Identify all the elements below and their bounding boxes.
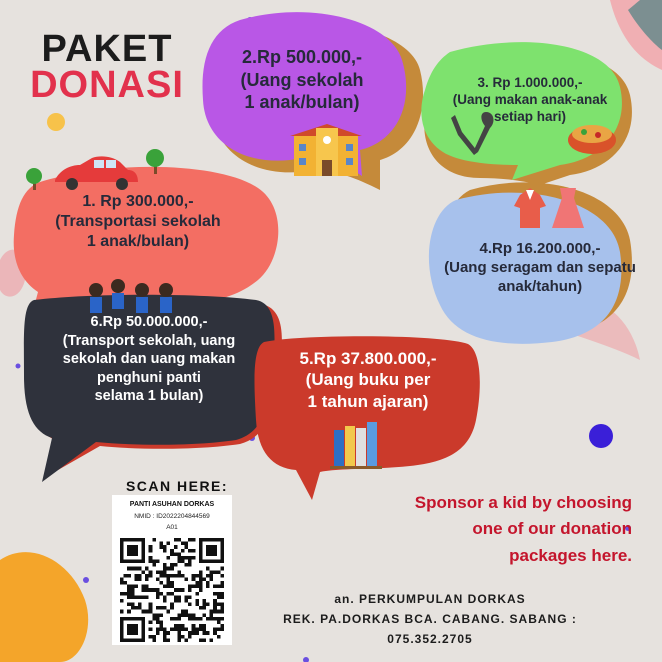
package-2-amount: 2.Rp 500.000,-	[241, 47, 363, 67]
package-6-desc-line-4: selama 1 bulan)	[94, 388, 204, 405]
package-3-desc-line-2: setiap hari)	[493, 108, 567, 124]
slogan-line-3: packages here.	[509, 545, 632, 565]
package-4-amount: 4.Rp 16.200.000,-	[479, 240, 601, 257]
package-1-text	[14, 192, 262, 252]
qr-nmid: NMID : ID2022204844569	[134, 513, 210, 520]
package-3-amount: 3. Rp 1.000.000,-	[477, 75, 583, 90]
package-4-desc-line-2: anak/tahun)	[497, 277, 583, 295]
package-5-desc-line-2: 1 tahun ajaran)	[307, 391, 429, 411]
package-6-desc-line-1: (Transport sekolah, uang	[62, 332, 236, 349]
package-1-desc-line-1: (Transportasi sekolah	[55, 213, 221, 230]
slogan-line-1: Sponsor a kid by choosing	[414, 493, 632, 512]
bank-branch: REK. PA.DORKAS BCA. CABANG. SABANG :	[283, 611, 577, 626]
package-4-desc-line-1: (Uang seragam dan sepatu	[444, 258, 636, 276]
package-6-desc-line-3: penghuni panti	[97, 369, 201, 386]
package-6-text	[30, 313, 268, 406]
food-bowl-icon	[568, 125, 616, 154]
qr-card[interactable]	[112, 495, 232, 645]
package-1-amount: 1. Rp 300.000,-	[82, 193, 194, 210]
package-3-desc-line-1: (Uang makan anak-anak	[452, 91, 608, 107]
qr-code-icon[interactable]	[120, 538, 224, 642]
qr-merchant-name: PANTI ASUHAN DORKAS	[129, 501, 215, 508]
package-6-desc-line-2: sekolah dan uang makan	[62, 351, 236, 368]
package-6-amount: 6.Rp 50.000.000,-	[90, 314, 208, 330]
slogan	[352, 490, 632, 569]
package-2-desc-line-1: (Uang sekolah	[240, 69, 364, 90]
slogan-line-2: one of our donation	[472, 519, 632, 539]
title-line-2: DONASI	[30, 64, 184, 106]
package-5-amount: 5.Rp 37.800.000,-	[299, 349, 437, 368]
qr-terminal-code: A01	[166, 524, 178, 531]
package-3-text	[424, 75, 636, 126]
title-line-1: PAKET	[41, 28, 173, 70]
package-5-desc-line-1: (Uang buku per	[305, 370, 431, 390]
package-5-text	[262, 348, 474, 412]
package-2-text	[212, 46, 392, 114]
package-2-desc-line-2: 1 anak/bulan)	[244, 92, 360, 112]
package-4-text	[430, 240, 650, 296]
bank-info	[245, 590, 615, 649]
scan-label: SCAN HERE:	[125, 478, 229, 494]
bank-account-number: 075.352.2705	[387, 631, 473, 646]
bank-account-name: an. PERKUMPULAN DORKAS	[334, 592, 526, 606]
package-1-desc-line-2: 1 anak/bulan)	[86, 233, 190, 250]
